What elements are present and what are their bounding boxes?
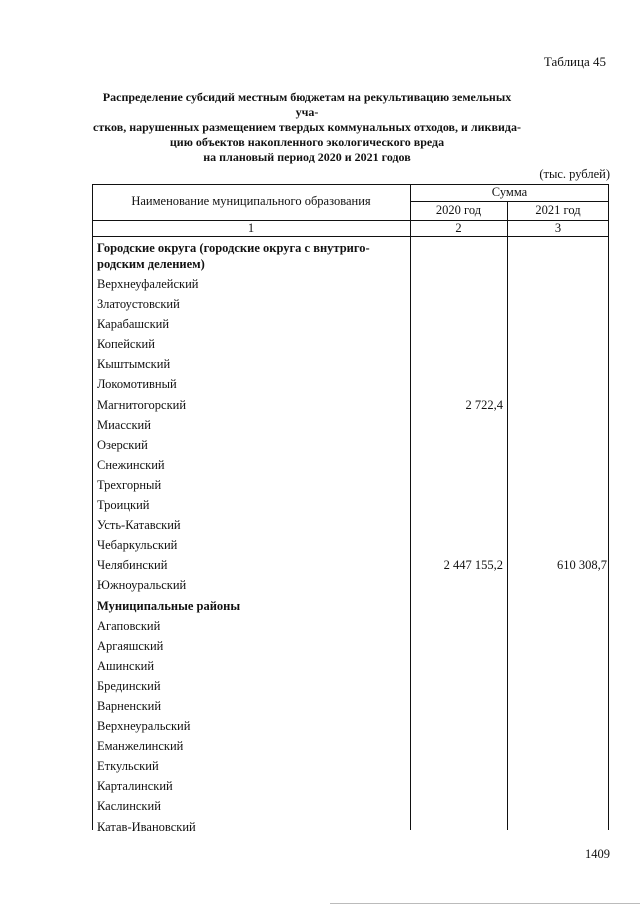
municipality-name: Снежинский	[97, 457, 165, 472]
municipality-name: Катав-Ивановский	[97, 819, 196, 834]
table-row	[92, 637, 609, 657]
table-row	[92, 396, 609, 416]
municipality-name: Агаповский	[97, 618, 161, 633]
table-row	[92, 818, 609, 838]
table-row	[92, 456, 609, 476]
municipality-name: Еткульский	[97, 759, 159, 774]
table-row	[92, 496, 609, 516]
municipality-name: Троицкий	[97, 498, 150, 513]
heading-line: на плановый период 2020 и 2021 годов	[203, 150, 411, 164]
municipality-name: Карталинский	[97, 779, 173, 794]
sum-header-rule	[410, 201, 609, 202]
municipality-name: Миасский	[97, 417, 151, 432]
table-row	[92, 576, 609, 596]
municipality-name: Копейский	[97, 337, 155, 352]
group-row	[92, 239, 609, 275]
table-row	[92, 697, 609, 717]
municipality-name: Аргаяшский	[97, 638, 164, 653]
value-2020: 2 447 155,2	[443, 558, 503, 573]
table-number-label: Таблица 45	[543, 54, 606, 69]
municipality-name: Магнитогорский	[97, 397, 187, 412]
value-2020: 2 722,4	[465, 397, 503, 412]
table-row	[92, 375, 609, 395]
table-row	[92, 677, 609, 697]
municipality-name: Верхнеуральский	[97, 719, 191, 734]
table-row	[92, 476, 609, 496]
table-row	[92, 717, 609, 737]
table-row	[92, 335, 609, 355]
municipality-name: Чебаркульский	[97, 538, 178, 553]
unit-label: (тыс. рублей)	[539, 167, 610, 181]
table-row	[92, 436, 609, 456]
bottom-rule	[330, 903, 640, 904]
heading-line: стков, нарушенных размещением твердых коммунальных отходов, и ликвида-	[93, 120, 521, 134]
municipality-name: Трехгорный	[97, 477, 162, 492]
heading-line: Распределение субсидий местным бюджетам на рекультивацию земельных уча-	[102, 90, 512, 119]
column-number-1: 1	[247, 221, 255, 235]
municipality-name: Каслинский	[97, 799, 161, 814]
number-row-rule	[92, 236, 609, 237]
header-name-column: Наименование муниципального образования	[131, 194, 371, 208]
municipality-name: Брединский	[97, 678, 161, 693]
header-2020: 2020 год	[435, 203, 482, 217]
table-row	[92, 536, 609, 556]
value-2021: 610 308,7	[557, 558, 607, 573]
municipality-name: Южноуральский	[97, 578, 187, 593]
group-row	[92, 597, 609, 617]
page-number: 1409	[585, 847, 610, 861]
municipality-name: Еманжелинский	[97, 739, 184, 754]
table-body	[92, 239, 609, 838]
municipality-name: Локомотивный	[97, 377, 177, 392]
table-row	[92, 275, 609, 295]
table-row	[92, 295, 609, 315]
table-row	[92, 315, 609, 335]
header-2021: 2021 год	[535, 203, 581, 217]
municipality-name: Городские округа (городские округа с внутриго-родским делением)	[97, 241, 370, 271]
table-row	[92, 355, 609, 375]
table-heading	[92, 90, 522, 165]
table-row	[92, 617, 609, 637]
header-sum: Сумма	[491, 185, 528, 199]
municipality-name: Карабашский	[97, 317, 170, 332]
municipality-name: Верхнеуфалейский	[97, 277, 199, 291]
municipality-name: Озерский	[97, 437, 148, 452]
column-number-3: 3	[554, 221, 562, 235]
municipality-name: Кыштымский	[97, 357, 171, 372]
table-row	[92, 556, 609, 576]
table-row	[92, 757, 609, 777]
municipality-name: Ашинский	[97, 658, 155, 673]
column-number-2: 2	[455, 221, 462, 235]
table-row	[92, 777, 609, 797]
heading-line: цию объектов накопленного экологического вреда	[169, 135, 445, 149]
municipality-name: Златоустовский	[97, 297, 180, 312]
municipality-name: Варненский	[97, 698, 162, 713]
table-row	[92, 416, 609, 436]
table-row	[92, 737, 609, 757]
table-row	[92, 797, 609, 817]
municipality-name: Усть-Катавский	[97, 518, 181, 533]
table-row	[92, 657, 609, 677]
municipality-name: Муниципальные районы	[97, 598, 241, 613]
table-row	[92, 516, 609, 536]
municipality-name: Челябинский	[97, 558, 168, 573]
